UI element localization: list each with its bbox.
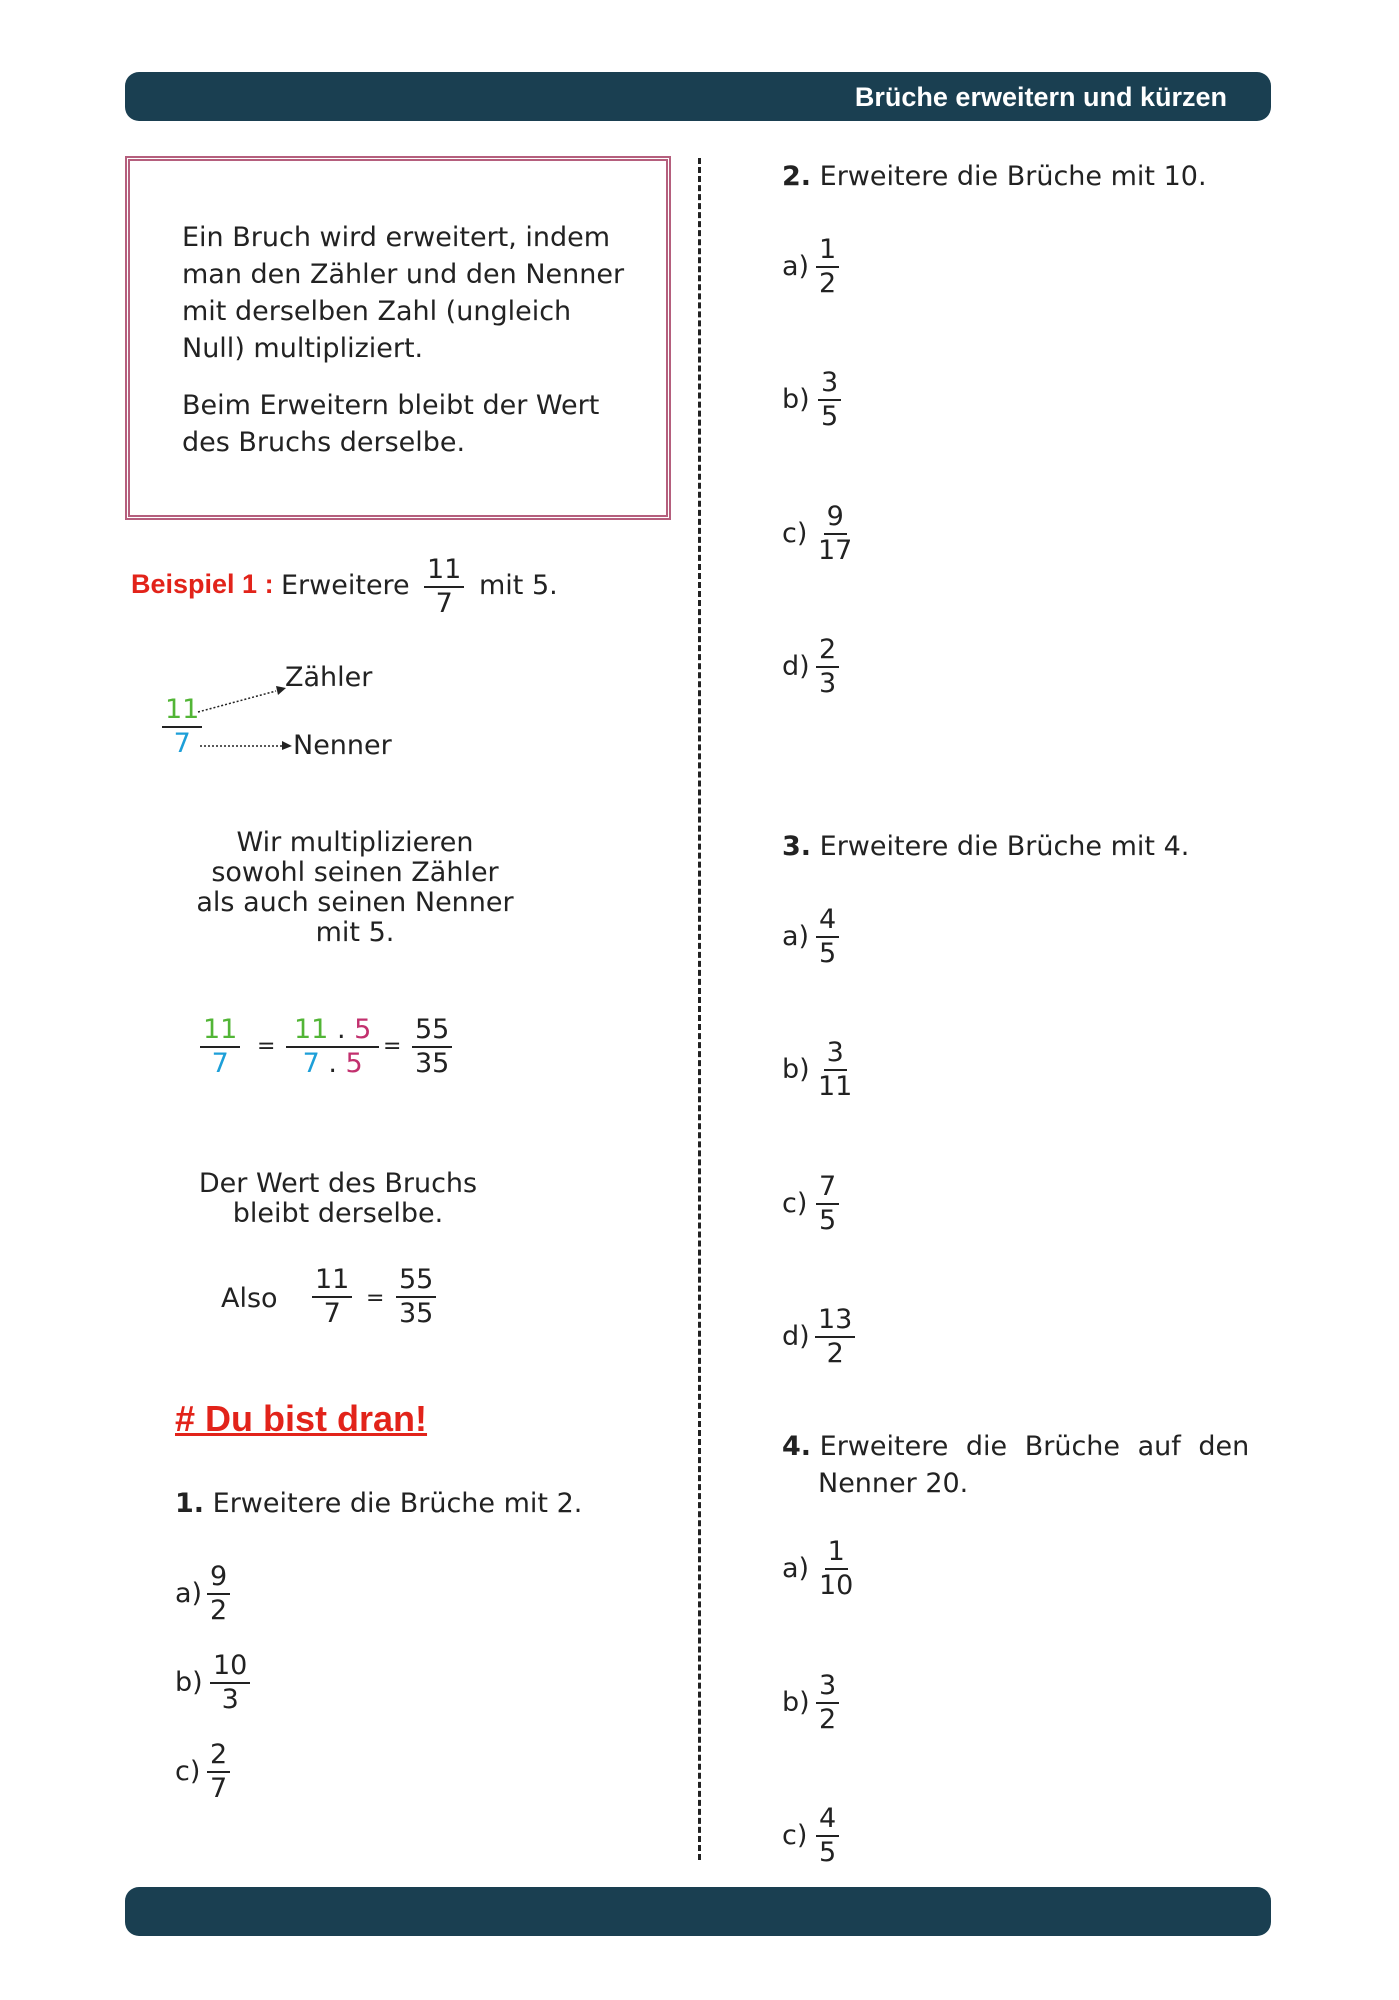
item-label: b): [782, 1687, 810, 1718]
eq-numerator: 11: [200, 1014, 240, 1048]
example-instruction: Erweitere: [281, 570, 410, 601]
exercise-fraction: [816, 1171, 839, 1237]
equation-fraction-original: [200, 1014, 240, 1080]
diagram-arrows: [196, 680, 296, 750]
column-divider: [698, 158, 701, 1860]
question-number: 1.: [175, 1488, 205, 1519]
item-label: d): [782, 651, 810, 682]
also-denominator: 7: [323, 1298, 341, 1329]
item-label: b): [175, 1667, 203, 1698]
item-label: c): [782, 518, 808, 549]
eq-exp-num-factor: 5: [354, 1014, 372, 1045]
item-label: c): [782, 1188, 808, 1219]
eq-exp-num-value: 11: [294, 1014, 329, 1045]
also-numerator: 11: [312, 1264, 352, 1298]
question-3: [782, 831, 1189, 862]
fraction-numerator: 9: [824, 501, 847, 535]
item-label: c): [782, 1820, 808, 1851]
fraction-denominator: 3: [221, 1684, 239, 1715]
question-number: 2.: [782, 161, 812, 192]
explanation-line: sowohl seinen Zähler: [211, 857, 499, 888]
fraction-numerator: 4: [816, 904, 839, 938]
equals-sign: =: [366, 1286, 385, 1311]
exercise-fraction: [816, 234, 839, 300]
exercise-fraction: [816, 1536, 856, 1602]
item-label: d): [782, 1321, 810, 1352]
also-result-numerator: 55: [396, 1264, 436, 1298]
equals-sign: =: [383, 1034, 402, 1059]
item-label: b): [782, 1054, 810, 1085]
nenner-arrow-head: [282, 741, 292, 750]
item-label: a): [782, 1553, 810, 1584]
fraction-numerator: 2: [816, 634, 839, 668]
explanation-text: [195, 828, 515, 948]
eq-expanded-numerator: [286, 1014, 379, 1048]
fraction-denominator: 5: [819, 1837, 837, 1868]
question-number: 4.: [782, 1431, 812, 1462]
fraction-numerator: 4: [816, 1803, 839, 1837]
example-denominator: 7: [435, 588, 453, 619]
fraction-denominator: 2: [210, 1595, 228, 1626]
practice-heading: # Du bist dran!: [175, 1398, 428, 1439]
fraction-denominator: 2: [819, 268, 837, 299]
eq-result-numerator: 55: [412, 1014, 452, 1048]
exercise-fraction: [816, 1670, 839, 1736]
fraction-numerator: 1: [816, 234, 839, 268]
exercise-fraction: [815, 1304, 855, 1370]
example-numerator: 11: [424, 554, 464, 588]
rule-text-2: Beim Erweitern bleibt der Wert des Bruchs derselbe.: [182, 390, 600, 458]
fraction-numerator: 3: [824, 1037, 847, 1071]
exercise-fraction: [816, 634, 839, 700]
explanation-line: Wir multiplizieren: [236, 827, 474, 858]
fraction-denominator: 10: [819, 1570, 854, 1601]
zaehler-arrow-line: [198, 691, 276, 712]
question-text: Erweitere die Brüche mit 2.: [212, 1488, 583, 1519]
eq-denominator: 7: [211, 1048, 229, 1079]
diagram-numerator: 11: [162, 694, 202, 728]
fraction-denominator: 3: [819, 668, 837, 699]
exercise-fraction: [815, 1037, 855, 1103]
question-4-line-1: [782, 1428, 1272, 1465]
fraction-numerator: 2: [207, 1739, 230, 1773]
fraction-denominator: 7: [210, 1773, 228, 1804]
equals-sign: =: [257, 1034, 276, 1059]
conclusion-text: [178, 1169, 498, 1229]
diagram-denominator: 7: [173, 728, 191, 759]
fraction-numerator: 3: [816, 1670, 839, 1704]
equation-fraction-result: [412, 1014, 452, 1080]
conclusion-line: bleibt derselbe.: [232, 1198, 444, 1229]
fraction-denominator: 11: [818, 1071, 853, 1102]
fraction-numerator: 3: [818, 367, 841, 401]
question-text: Erweitere die Brüche mit 10.: [819, 161, 1207, 192]
rule-box: [125, 156, 671, 520]
also-label: Also: [221, 1283, 278, 1314]
eq-exp-den-factor: 5: [345, 1048, 363, 1079]
item-label: a): [782, 251, 810, 282]
question-4-line-1-content: [782, 1428, 1249, 1465]
eq-expanded-denominator: [300, 1048, 366, 1080]
fraction-denominator: 17: [818, 535, 853, 566]
example-fraction: [424, 554, 464, 620]
exercise-fraction: [816, 1803, 839, 1869]
eq-dot: .: [336, 1014, 346, 1045]
also-fraction-result: [396, 1264, 436, 1330]
explanation-line: als auch seinen Nenner: [196, 887, 514, 918]
page-title: Brüche erweitern und kürzen: [854, 82, 1227, 112]
fraction-numerator: 1: [825, 1536, 848, 1570]
exercise-fraction: [207, 1739, 230, 1805]
question-number: 3.: [782, 831, 812, 862]
eq-result-denominator: 35: [415, 1048, 450, 1079]
question-1: [175, 1488, 582, 1519]
fraction-denominator: 5: [819, 938, 837, 969]
rule-text-1: Ein Bruch wird erweitert, indem man den Zähler und den Nenner mit derselben Zahl (ungleich Null) multipliziert.: [182, 222, 625, 364]
question-text: Erweitere die Brüche auf den: [819, 1431, 1250, 1462]
conclusion-line: Der Wert des Bruchs: [198, 1168, 478, 1199]
header-bar: [125, 72, 1271, 121]
question-2: [782, 161, 1207, 192]
fraction-denominator: 5: [819, 1205, 837, 1236]
item-label: c): [175, 1756, 201, 1787]
question-text-continuation: Nenner 20.: [818, 1468, 969, 1499]
fraction-numerator: 7: [816, 1171, 839, 1205]
example-suffix: mit 5.: [479, 570, 558, 601]
fraction-numerator: 10: [210, 1650, 250, 1684]
exercise-fraction: [210, 1650, 250, 1716]
eq-exp-den-value: 7: [302, 1048, 320, 1079]
fraction-denominator: 5: [821, 401, 839, 432]
example-label: Beispiel 1 :: [131, 569, 274, 599]
exercise-fraction: [815, 501, 855, 567]
zaehler-label: Zähler: [285, 662, 373, 693]
exercise-fraction: [818, 367, 841, 433]
explanation-line: mit 5.: [315, 917, 395, 948]
question-text: Erweitere die Brüche mit 4.: [819, 831, 1190, 862]
also-fraction-original: [312, 1264, 352, 1330]
fraction-numerator: 13: [815, 1304, 855, 1338]
fraction-denominator: 2: [819, 1704, 837, 1735]
fraction-denominator: 2: [826, 1338, 844, 1369]
equation-fraction-expanded: [286, 1014, 379, 1080]
also-result-denominator: 35: [399, 1298, 434, 1329]
exercise-fraction: [816, 904, 839, 970]
item-label: a): [175, 1578, 203, 1609]
fraction-numerator: 9: [207, 1561, 230, 1595]
item-label: b): [782, 384, 810, 415]
footer-bar: [125, 1887, 1271, 1936]
eq-dot: .: [328, 1048, 337, 1079]
item-label: a): [782, 921, 810, 952]
exercise-fraction: [207, 1561, 230, 1627]
question-4: [782, 1428, 1272, 1502]
nenner-label: Nenner: [293, 730, 392, 761]
